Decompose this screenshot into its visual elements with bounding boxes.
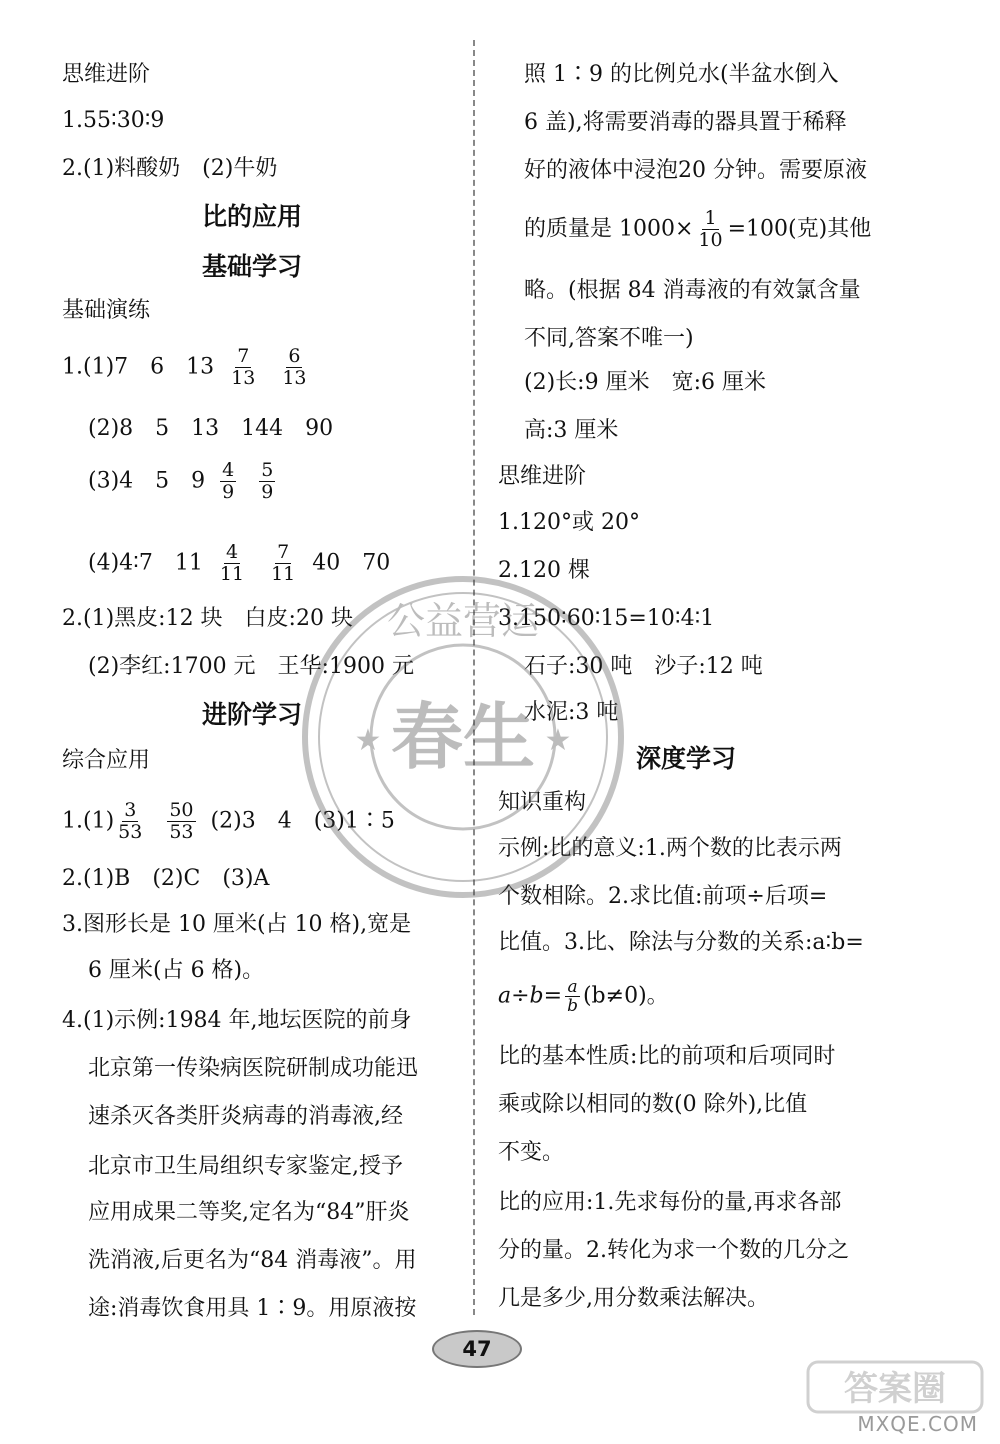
answer-line: (2)8 5 13 144 90 <box>88 416 334 441</box>
answer-line: 6 盖),将需要消毒的器具置于稀释 <box>524 110 847 135</box>
numerator: a <box>567 977 578 997</box>
answer-text: 1.(1)7 6 13 <box>62 354 215 380</box>
answer-line: 途:消毒饮食用具 1∶9。用原液按 <box>88 1296 417 1321</box>
answer-line: 1.55∶30∶9 <box>62 108 165 133</box>
answer-line: 不变。 <box>498 1140 565 1165</box>
watermark-logo-text: 答案圈 <box>844 1369 946 1409</box>
section-title: 进阶学习 <box>202 700 303 729</box>
heading-thinking-advanced: 思维进阶 <box>62 62 151 87</box>
section-title: 比的应用 <box>202 202 303 231</box>
subheading: 综合应用 <box>62 748 151 773</box>
numerator: 3 <box>124 799 137 821</box>
answer-line: 3.150∶60∶15=10∶4∶1 <box>498 606 715 631</box>
answer-text: =100(克)其他 <box>727 216 872 242</box>
fraction <box>565 978 580 1015</box>
numerator: 6 <box>288 345 301 367</box>
answer-line: 照 1∶9 的比例兑水(半盆水倒入 <box>524 62 839 87</box>
answer-text: 1.(1) <box>62 808 115 834</box>
fraction <box>167 800 195 843</box>
answer-line: 乘或除以相同的数(0 除外),比值 <box>498 1092 808 1117</box>
fraction <box>696 208 724 251</box>
subheading: 基础演练 <box>62 298 151 323</box>
answer-line: 北京第一传染病医院研制成功能迅 <box>88 1056 419 1081</box>
answer-text: 的质量是 1000× <box>524 216 694 242</box>
answer-line: 不同,答案不唯一) <box>524 326 694 351</box>
answer-text: (b≠0)。 <box>582 983 669 1009</box>
page-number: 47 <box>432 1330 522 1368</box>
numerator: 7 <box>237 345 250 367</box>
answer-line-with-fraction <box>498 978 669 1015</box>
numerator: 4 <box>222 459 235 481</box>
answer-text: a÷b= <box>498 983 563 1009</box>
fraction <box>280 346 308 389</box>
section-title: 基础学习 <box>202 252 303 281</box>
fraction <box>229 346 257 389</box>
fraction <box>259 460 275 503</box>
denominator: 13 <box>231 367 256 389</box>
answer-line: 几是多少,用分数乘法解决。 <box>498 1286 769 1311</box>
star-icon: ★ <box>354 723 382 758</box>
answer-text: (2)3 4 (3)1∶5 <box>210 808 395 834</box>
answer-line: 速杀灭各类肝炎病毒的消毒液,经 <box>88 1104 403 1129</box>
answer-line: 比的基本性质:比的前项和后项同时 <box>498 1044 836 1069</box>
answer-line: 2.(1)料酸奶 (2)牛奶 <box>62 156 278 181</box>
answer-line: 3.图形长是 10 厘米(占 10 格),宽是 <box>62 912 412 937</box>
denominator: 11 <box>271 563 296 585</box>
denominator: 10 <box>698 229 723 251</box>
answer-line-with-fractions <box>62 346 317 389</box>
answer-line: 分的量。2.转化为求一个数的几分之 <box>498 1238 849 1263</box>
star-icon: ★ <box>544 723 572 758</box>
answer-line-with-fractions <box>62 800 395 843</box>
answer-line: 4.(1)示例:1984 年,地坛医院的前身 <box>62 1008 412 1033</box>
answer-line: 比的应用:1.先求每份的量,再求各部 <box>498 1190 842 1215</box>
numerator: 4 <box>225 541 239 563</box>
fraction <box>220 460 236 503</box>
numerator: 5 <box>261 459 274 481</box>
answer-line: 高:3 厘米 <box>524 418 619 443</box>
answer-line: (2)长:9 厘米 宽:6 厘米 <box>524 370 766 395</box>
answer-line: (2)李红:1700 元 王华:1900 元 <box>88 654 414 679</box>
answer-line: 应用成果二等奖,定名为“84”肝炎 <box>88 1200 410 1225</box>
stamp-center-text: 春生 <box>390 695 536 779</box>
answer-line: 水泥:3 吨 <box>524 700 619 725</box>
numerator: 50 <box>169 799 194 821</box>
fraction <box>218 542 246 585</box>
answer-line: 2.(1)黑皮:12 块 白皮:20 块 <box>62 606 353 631</box>
subheading: 知识重构 <box>498 790 587 815</box>
denominator: 53 <box>169 821 194 843</box>
answer-text: (4)4∶7 11 <box>88 550 203 576</box>
fraction <box>269 542 297 585</box>
answer-line: 示例:比的意义:1.两个数的比表示两 <box>498 836 842 861</box>
answer-line: 好的液体中浸泡20 分钟。需要原液 <box>524 158 867 183</box>
answer-line: 洗消液,后更名为“84 消毒液”。用 <box>88 1248 417 1273</box>
fraction <box>116 800 144 843</box>
answer-line: 北京市卫生局组织专家鉴定,授予 <box>88 1154 403 1179</box>
answer-line: 2.120 棵 <box>498 558 590 583</box>
answer-line: 石子:30 吨 沙子:12 吨 <box>524 654 763 679</box>
answer-line: 6 厘米(占 6 格)。 <box>88 958 265 983</box>
denominator: b <box>567 996 578 1016</box>
answer-text: (3)4 5 9 <box>88 468 206 494</box>
numerator: 7 <box>277 541 290 563</box>
answer-line-with-fraction <box>524 208 871 251</box>
answer-line-with-fractions <box>88 460 283 503</box>
denominator: 13 <box>282 367 307 389</box>
numerator: 1 <box>704 207 717 229</box>
answer-line: 比值。3.比、除法与分数的关系:a∶b= <box>498 930 864 955</box>
denominator: 9 <box>222 481 235 503</box>
watermark-url: MXQE.COM <box>857 1412 978 1436</box>
answer-line: 略。(根据 84 消毒液的有效氯含量 <box>524 278 861 303</box>
stamp-ring-text: 公益营运 <box>386 599 540 643</box>
section-title: 深度学习 <box>636 744 737 773</box>
denominator: 9 <box>261 481 274 503</box>
denominator: 11 <box>219 563 245 585</box>
column-divider <box>473 40 475 1315</box>
answer-line: 2.(1)B (2)C (3)A <box>62 866 270 891</box>
answer-line: 个数相除。2.求比值:前项÷后项= <box>498 884 828 909</box>
subheading: 思维进阶 <box>498 464 587 489</box>
answer-text: 40 70 <box>312 550 391 576</box>
answer-line-with-fractions <box>88 542 390 585</box>
answer-line: 1.120°或 20° <box>498 510 640 535</box>
denominator: 53 <box>118 821 143 843</box>
